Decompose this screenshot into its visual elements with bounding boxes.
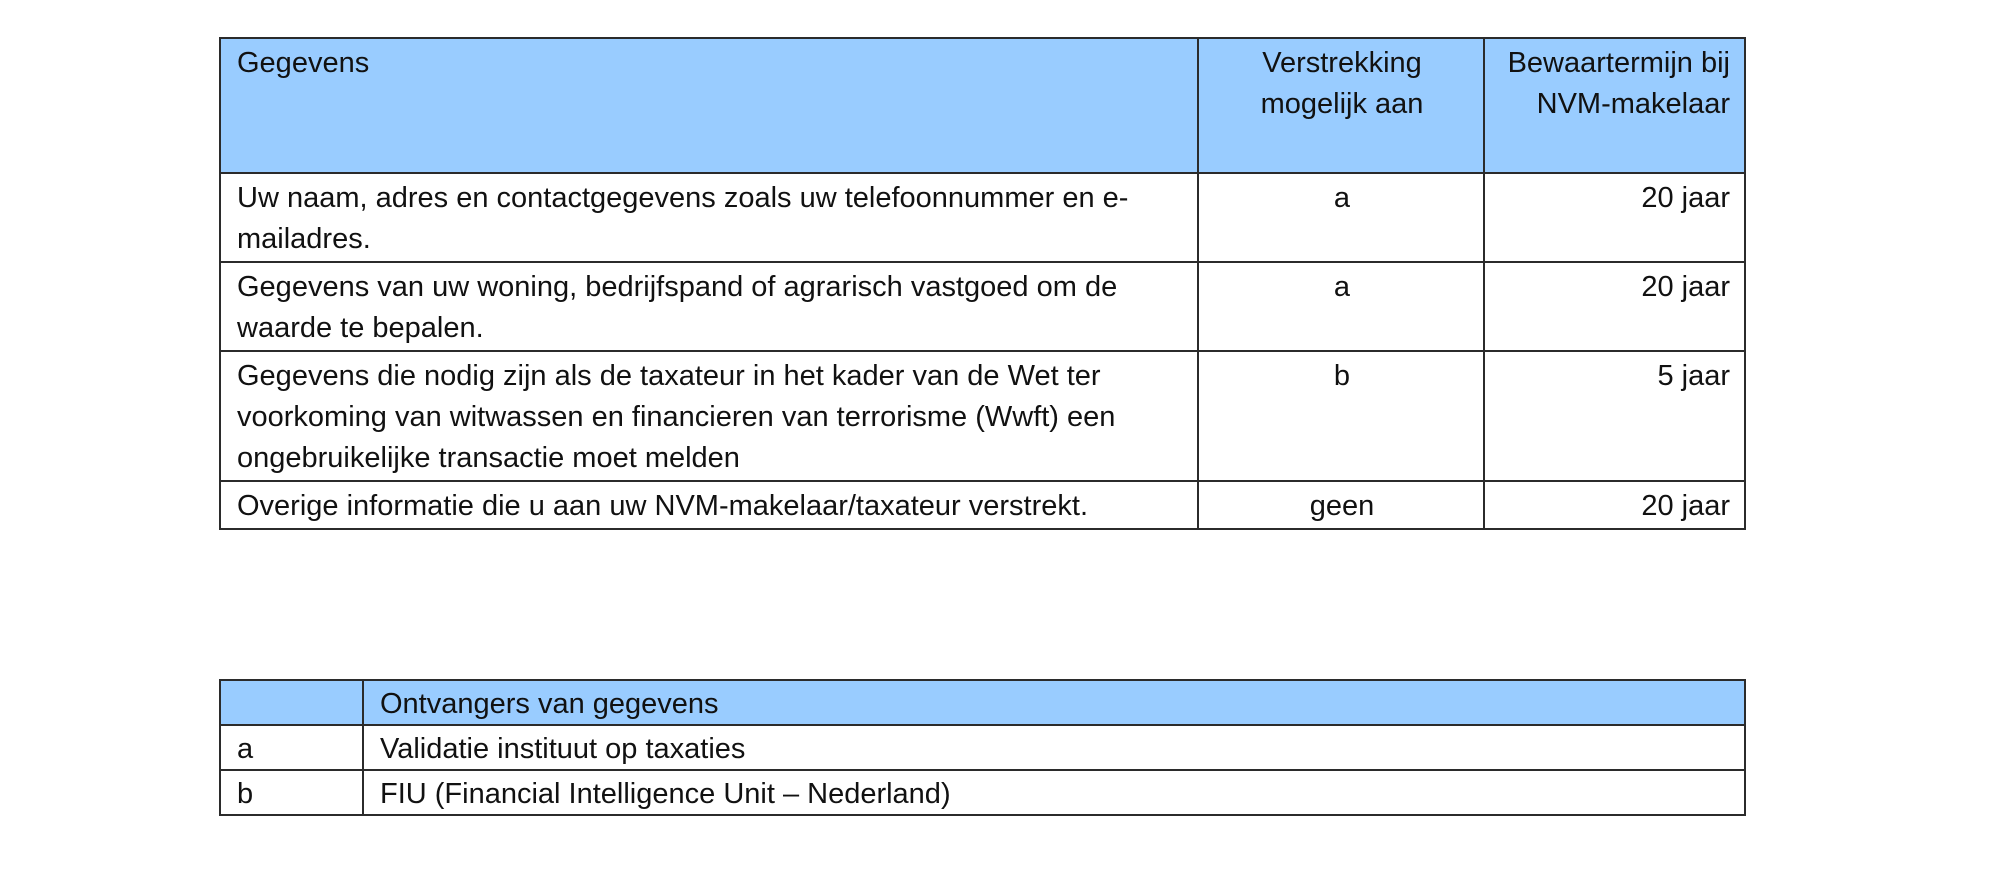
table-row <box>220 351 1745 481</box>
cell-data: Overige informatie die u aan uw NVM-makelaar/taxateur verstrekt. <box>220 481 1198 529</box>
cell-retention: 20 jaar <box>1484 262 1745 351</box>
table-row <box>220 725 1745 770</box>
cell-provision: geen <box>1198 481 1484 529</box>
cell-provision: b <box>1198 351 1484 481</box>
table-row <box>220 262 1745 351</box>
table-row <box>220 173 1745 262</box>
cell-retention: 20 jaar <box>1484 481 1745 529</box>
header-data: Gegevens <box>220 38 1198 173</box>
retention-header-row <box>220 38 1745 173</box>
header-retention: Bewaartermijn bij NVM-makelaar <box>1484 38 1745 173</box>
header-provision: Verstrekking mogelijk aan <box>1198 38 1484 173</box>
table-row <box>220 770 1745 815</box>
retention-table <box>219 37 1746 530</box>
recipients-table <box>219 679 1746 816</box>
cell-code: a <box>220 725 363 770</box>
header-code <box>220 680 363 725</box>
header-recipient: Ontvangers van gegevens <box>363 680 1745 725</box>
cell-code: b <box>220 770 363 815</box>
cell-retention: 20 jaar <box>1484 173 1745 262</box>
cell-provision: a <box>1198 262 1484 351</box>
cell-data: Gegevens die nodig zijn als de taxateur in het kader van de Wet ter voorkoming van witwassen en financieren van terrorisme (Wwft) een ongebruikelijke transactie moet melden <box>220 351 1198 481</box>
cell-recipient: Validatie instituut op taxaties <box>363 725 1745 770</box>
recipients-header-row <box>220 680 1745 725</box>
cell-data: Uw naam, adres en contactgegevens zoals uw telefoonnummer en e-mailadres. <box>220 173 1198 262</box>
cell-retention: 5 jaar <box>1484 351 1745 481</box>
table-row <box>220 481 1745 529</box>
cell-provision: a <box>1198 173 1484 262</box>
cell-recipient: FIU (Financial Intelligence Unit – Nederland) <box>363 770 1745 815</box>
cell-data: Gegevens van uw woning, bedrijfspand of agrarisch vastgoed om de waarde te bepalen. <box>220 262 1198 351</box>
